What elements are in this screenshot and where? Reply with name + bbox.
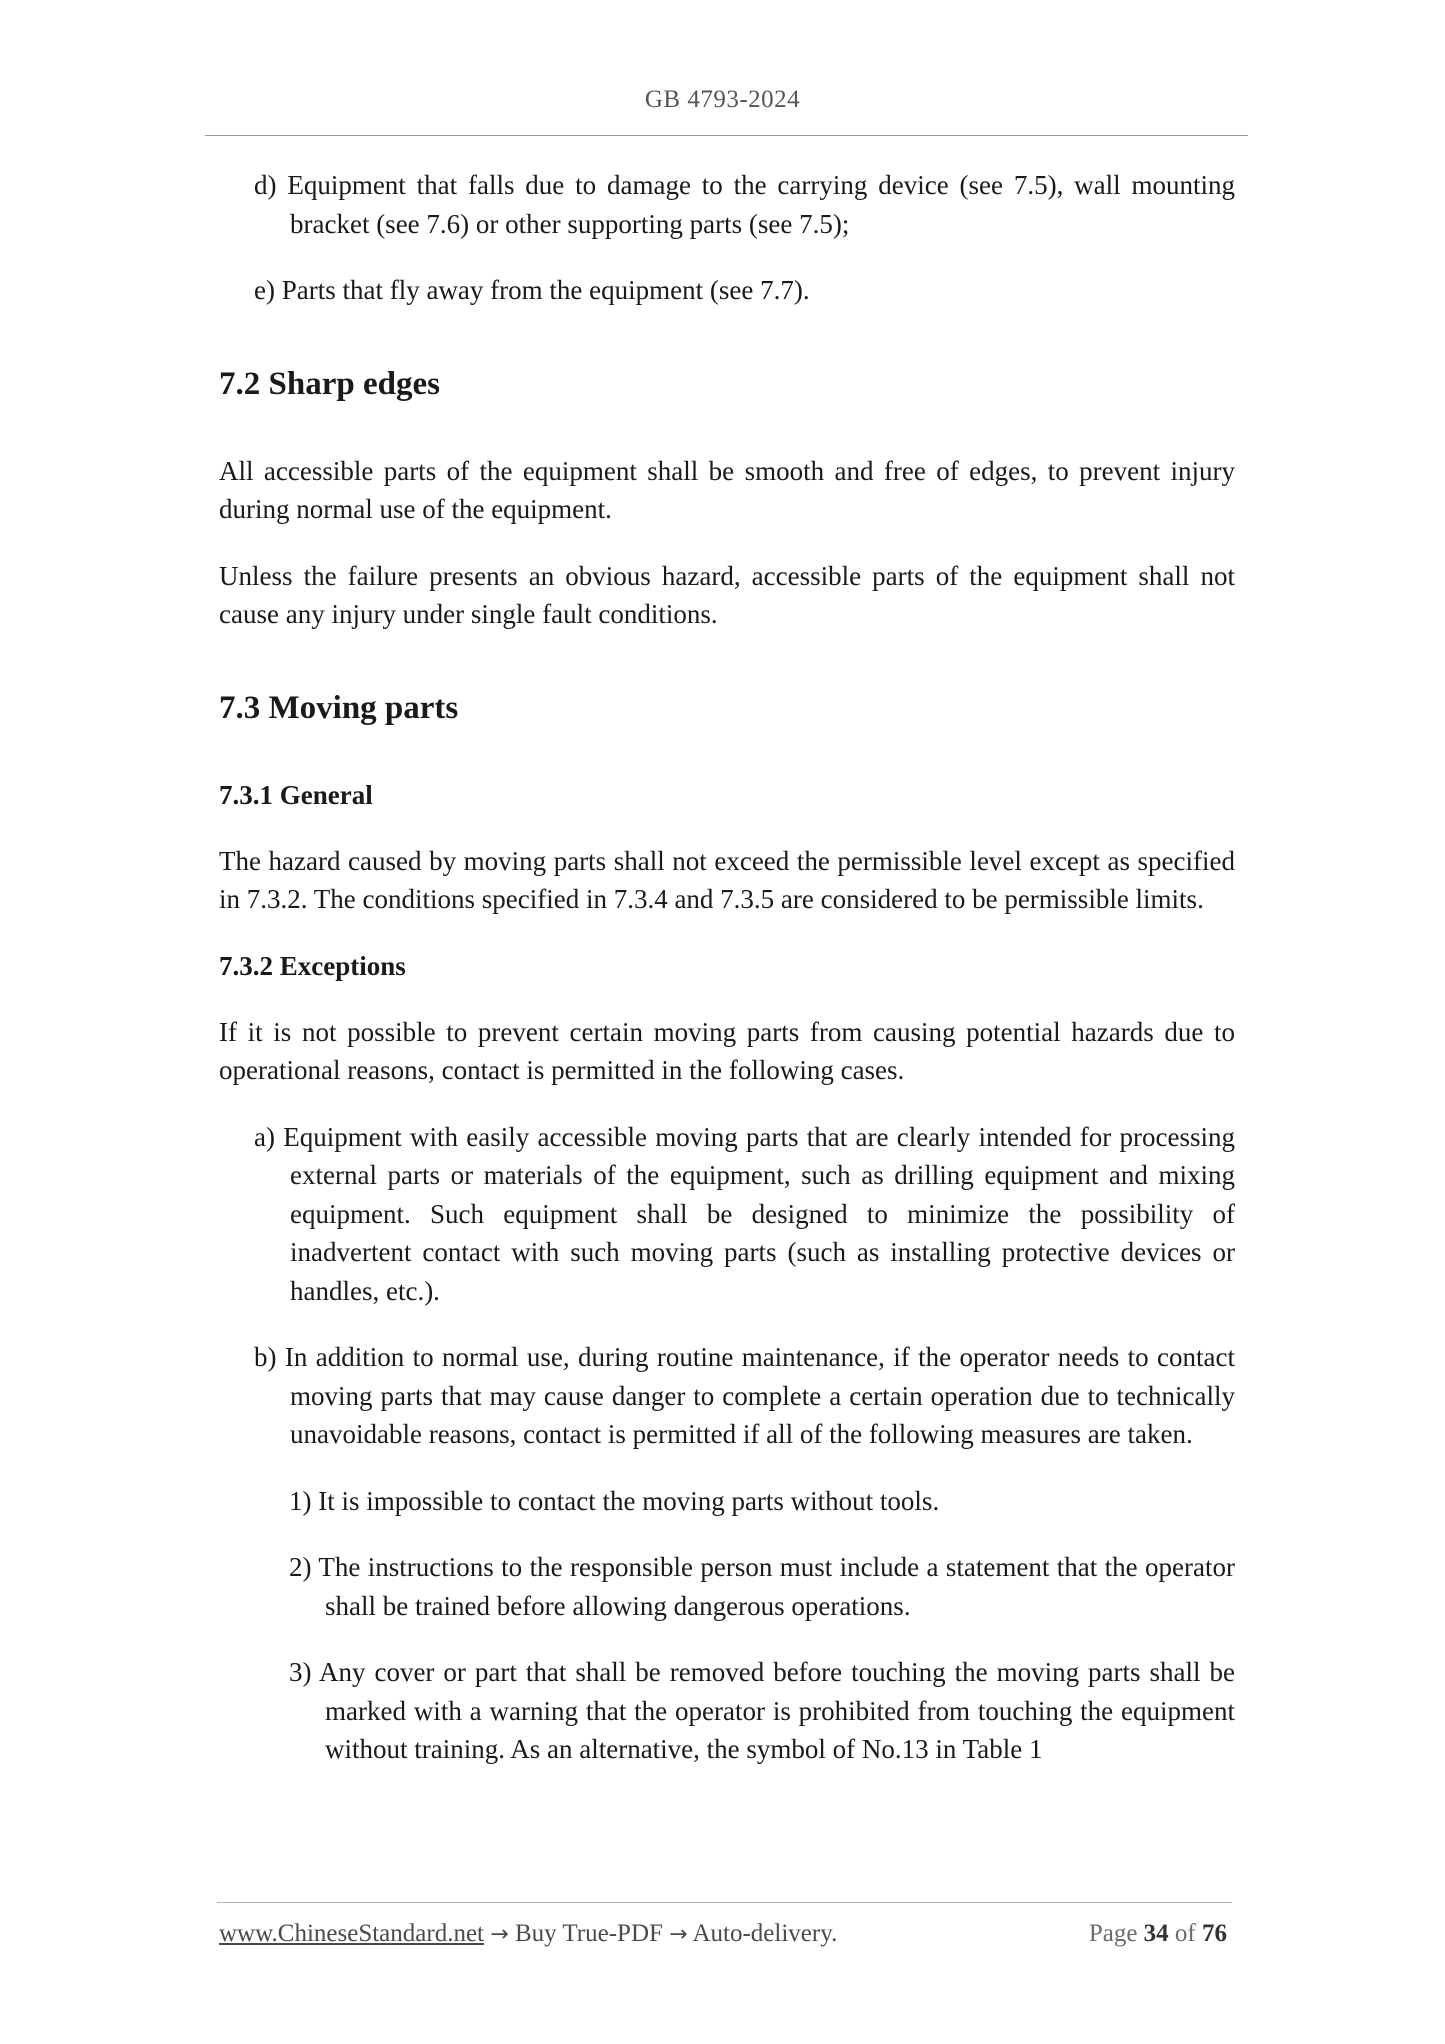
- sub-list-item-3: 3) Any cover or part that shall be removed before touching the moving parts shall be marked with a warning that the operator is prohibited from touching the equipment without training. As an alternative, the symbol of No.13 in Table 1: [289, 1657, 1235, 1764]
- header-divider: [205, 135, 1248, 136]
- sub-list-item-2: 2) The instructions to the responsible person must include a statement that the operator shall be trained before allowing dangerous operations.: [289, 1552, 1235, 1621]
- paragraph-7-2-b: Unless the failure presents an obvious hazard, accessible parts of the equipment shall not cause any injury under single fault conditions.: [219, 560, 1235, 629]
- arrow-right-icon: →: [490, 1922, 509, 1947]
- section-heading-7-3: 7.3 Moving parts: [219, 689, 459, 726]
- arrow-right-icon: →: [669, 1922, 688, 1947]
- paragraph-7-2-a: All accessible parts of the equipment shall be smooth and free of edges, to prevent injury during normal use of the equipment.: [219, 455, 1235, 524]
- sub-list-item-1: 1) It is impossible to contact the moving parts without tools.: [289, 1485, 940, 1516]
- buy-true-pdf-text: Buy True-PDF: [514, 1920, 663, 1947]
- page-content: [219, 166, 1235, 1797]
- document-header-title: GB 4793-2024: [644, 86, 801, 113]
- list-item-a: a) Equipment with easily accessible moving parts that are clearly intended for processing external parts or materials of the equipment, such as drilling equipment and mixing equipment. Such equipment shall be designed to minimize the possibility of inadvertent contact with such moving parts (such as installing protective devices or handles, etc.).: [254, 1121, 1235, 1306]
- page-of-label: of: [1174, 1920, 1196, 1947]
- list-item-d: d) Equipment that falls due to damage to the carrying device (see 7.5), wall mounting bracket (see 7.6) or other supporting parts (see 7.5);: [254, 170, 1235, 239]
- page-current: 34: [1143, 1920, 1169, 1947]
- footer-divider: [217, 1902, 1232, 1903]
- page-label: Page: [1088, 1920, 1138, 1947]
- paragraph-7-3-1: The hazard caused by moving parts shall not exceed the permissible level except as specified in 7.3.2. The conditions specified in 7.3.4 and 7.3.5 are considered to be permissible limits.: [219, 845, 1235, 914]
- section-heading-7-2: 7.2 Sharp edges: [219, 365, 440, 402]
- paragraph-7-3-2: If it is not possible to prevent certain moving parts from causing potential hazards due to operational reasons, contact is permitted in the following cases.: [219, 1016, 1235, 1085]
- subsection-heading-7-3-1: 7.3.1 General: [219, 779, 373, 810]
- list-item-e: e) Parts that fly away from the equipment (see 7.7).: [254, 275, 810, 305]
- list-item-b: b) In addition to normal use, during routine maintenance, if the operator needs to contact moving parts that may cause danger to complete a certain operation due to technically unavoidable reasons, contact is permitted if all of the following measures are taken.: [254, 1342, 1235, 1449]
- page-total: 76: [1202, 1920, 1227, 1947]
- footer-promo: [219, 1920, 837, 1948]
- page-number: [1089, 1920, 1227, 1948]
- auto-delivery-text: Auto-delivery.: [692, 1920, 838, 1947]
- website-link[interactable]: www.ChineseStandard.net: [219, 1920, 484, 1947]
- subsection-heading-7-3-2: 7.3.2 Exceptions: [219, 950, 406, 981]
